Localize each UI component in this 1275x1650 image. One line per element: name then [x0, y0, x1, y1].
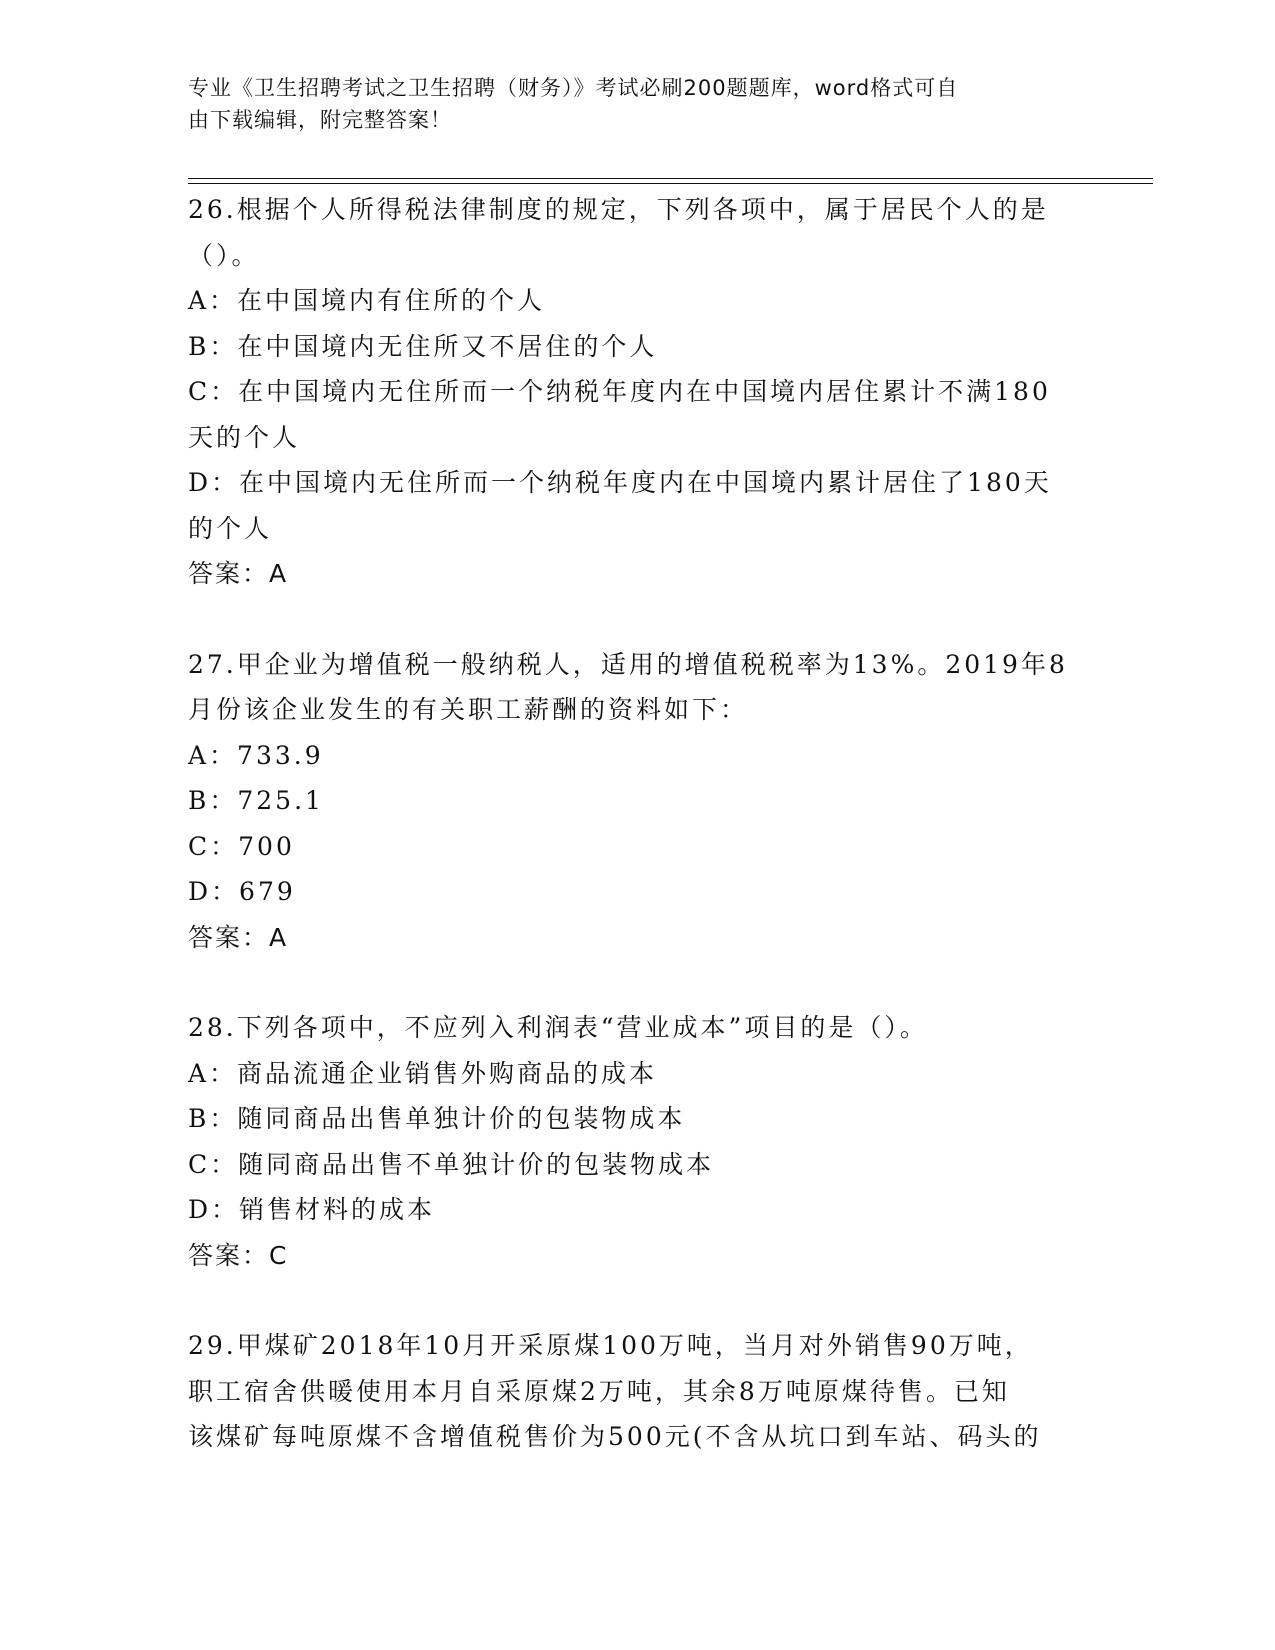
question-stem: 28.下列各项中，不应列入利润表“营业成本”项目的是（）。	[188, 1013, 928, 1042]
question-block	[188, 1005, 1088, 1278]
question-stem: 职工宿舍供暖使用本月自采原煤2万吨，其余8万吨原煤待售。已知	[188, 1376, 1010, 1406]
header-line: 专业《卫生招聘考试之卫生招聘（财务）》考试必刷200题题库，word格式可自	[188, 76, 959, 100]
option-b: B：随同商品出售单独计价的包装物成本	[188, 1104, 686, 1133]
header-line: 由下载编辑，附完整答案！	[188, 108, 452, 132]
header-divider	[188, 178, 1153, 179]
option-a: A：在中国境内有住所的个人	[188, 286, 546, 315]
question-block	[188, 187, 1088, 597]
question-block	[188, 642, 1088, 961]
question-block	[188, 1323, 1088, 1460]
option-c: C：700	[188, 831, 295, 861]
option-a: A：733.9	[188, 740, 324, 770]
question-stem: 27.甲企业为增值税一般纳税人，适用的增值税税率为13%。2019年8	[188, 649, 1068, 679]
question-stem: 该煤矿每吨原煤不含增值税售价为500元(不含从坑口到车站、码头的	[188, 1422, 1042, 1451]
question-stem: 月份该企业发生的有关职工薪酬的资料如下：	[188, 695, 749, 724]
question-stem: （）。	[188, 240, 260, 270]
option-c: C：在中国境内无住所而一个纳税年度内在中国境内居住累计不满180	[188, 377, 1051, 406]
option-b: B：725.1	[188, 786, 324, 815]
header-divider	[188, 183, 1153, 184]
option-c: C：随同商品出售不单独计价的包装物成本	[188, 1149, 715, 1179]
option-d: D：679	[188, 877, 296, 906]
option-c: 天的个人	[188, 422, 301, 452]
answer-line: 答案：A	[188, 559, 289, 588]
question-stem: 29.甲煤矿2018年10月开采原煤100万吨，当月对外销售90万吨，	[188, 1331, 1033, 1360]
document-header	[188, 72, 1068, 136]
option-d: D：在中国境内无住所而一个纳税年度内在中国境内累计居住了180天	[188, 468, 1052, 497]
question-stem: 26.根据个人所得税法律制度的规定，下列各项中，属于居民个人的是	[188, 195, 1049, 224]
answer-line: 答案：C	[188, 1240, 289, 1270]
option-d: 的个人	[188, 513, 273, 543]
question-list	[188, 187, 1088, 1460]
option-a: A：商品流通企业销售外购商品的成本	[188, 1058, 658, 1088]
option-b: B：在中国境内无住所又不居住的个人	[188, 331, 658, 361]
option-d: D：销售材料的成本	[188, 1195, 436, 1224]
answer-line: 答案：A	[188, 922, 289, 952]
